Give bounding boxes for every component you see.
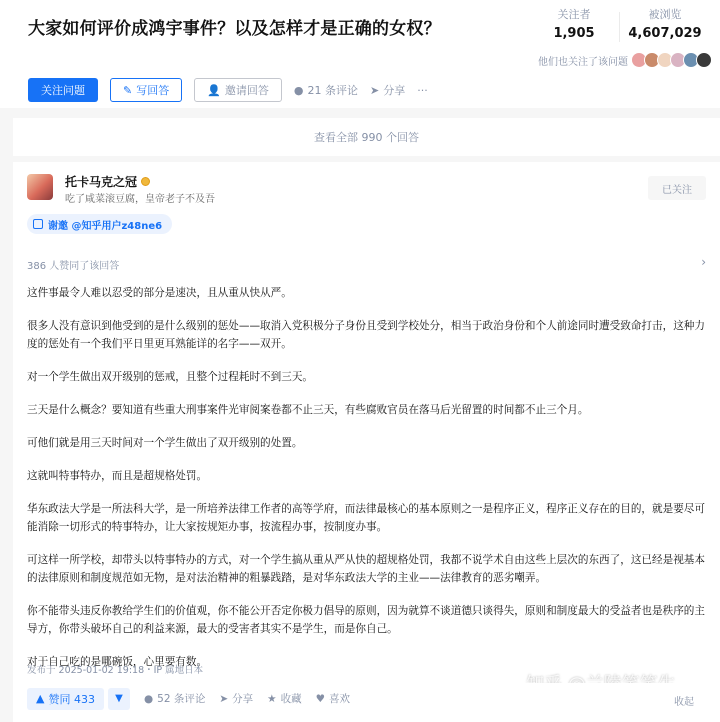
stat-views: [620, 6, 710, 42]
collect-label: 收藏: [280, 693, 302, 705]
follower-avatar[interactable]: [696, 52, 712, 68]
answer-paragraph: 可他们就是用三天时间对一个学生做出了双开级别的处置。: [27, 437, 303, 449]
answer-share-button[interactable]: [219, 691, 253, 706]
answer-paragraph: 可这样一所学校，却带头以特事特办的方式，对一个学生搞从重从严从快的超规格处罚，我都不说学术自由这些上层次的东西了，这已经是视基本的法律原则和制度规范如无物，是对法治精神的粗暴践踏，是对华东政法大学的主业——法律教育的恶劣嘲弄。: [27, 554, 705, 584]
answer-paragraph: 这就叫特事特办，而且是超规格处罚。: [27, 470, 208, 482]
author-avatar[interactable]: [27, 174, 53, 200]
pencil-icon: ✎: [123, 83, 133, 97]
like-button[interactable]: [316, 691, 350, 706]
share-icon: ➤: [370, 83, 380, 97]
author-bio: 吃了咸菜滚豆腐，皇帝老子不及吾: [65, 194, 215, 205]
downvote-button[interactable]: [108, 688, 130, 710]
answer-paragraph: 你不能带头违反你教给学生们的价值观，你不能公开否定你极力倡导的原则，因为就算不谈道德只谈得失，原则和制度最大的受益者也是秩序的主导方，你带头破坏自己的利益来源，最大的受害者其实不是学生，而是你自己。: [27, 605, 705, 635]
write-answer-button[interactable]: [110, 78, 182, 102]
stat-followers[interactable]: [529, 6, 619, 42]
also-followed[interactable]: [538, 52, 712, 68]
upvote-button[interactable]: [27, 688, 104, 710]
author-name[interactable]: [65, 173, 150, 190]
author-name-text: 托卡马克之冠: [65, 175, 138, 189]
view-all-answers-link[interactable]: 查看全部 990 个回答: [13, 118, 720, 156]
like-label: 喜欢: [329, 693, 350, 705]
thanks-invite-chip[interactable]: [27, 214, 172, 234]
question-title[interactable]: 大家如何评价成鸿宇事件？以及怎样才是正确的女权？: [28, 19, 441, 39]
stat-label: 被浏览: [648, 8, 682, 21]
question-share-button[interactable]: [370, 82, 405, 98]
answer-paragraph: 这件事最令人难以忍受的部分是速决，且从重从快从严。: [27, 287, 292, 299]
followed-button[interactable]: 已关注: [648, 176, 706, 200]
stat-value: 4,607,029: [628, 26, 702, 41]
question-comments-label: 21 条评论: [307, 84, 359, 97]
invite-user-icon: 👤: [207, 83, 221, 97]
verified-badge-icon: [141, 177, 150, 186]
write-answer-label: 写回答: [136, 84, 170, 97]
share-icon: ➤: [219, 692, 229, 705]
answer-paragraph: 华东政法大学是一所法科大学，是一所培养法律工作者的高等学府，而法律最核心的基本原则之一是程序正义，程序正义存在的目的，就是要尽可能消除一切形式的特事特办，让大家按规矩办事，按流程办事，按制度办事。: [27, 503, 705, 533]
stat-label: 关注者: [557, 8, 591, 21]
question-share-label: 分享: [383, 84, 406, 97]
more-options-button[interactable]: ···: [417, 83, 428, 97]
answer-paragraph: 对于自己吃的是哪碗饭，心里要有数。: [27, 656, 208, 668]
publish-meta[interactable]: 发布于 2025-01-02 19:18・IP 属地日本: [27, 665, 204, 676]
follower-avatars: [634, 52, 712, 68]
gift-icon: [33, 219, 43, 229]
invite-answer-label: 邀请回答: [224, 84, 269, 97]
collapse-button[interactable]: 收起: [674, 697, 694, 708]
triangle-up-icon: ▲: [36, 692, 45, 705]
triangle-down-icon: ▼: [115, 693, 123, 704]
answer-card: [13, 162, 720, 722]
answer-paragraph: 三天是什么概念？要知道有些重大刑事案件光审阅案卷都不止三天，有些腐败官员在落马后光留置的时间都不止三个月。: [27, 404, 589, 416]
answer-comments-label: 52 条评论: [157, 693, 206, 705]
question-stats: [529, 6, 710, 42]
answer-action-bar: [13, 683, 720, 714]
upvote-label: 赞同 433: [48, 692, 95, 706]
invite-answer-button[interactable]: [194, 78, 282, 102]
follow-question-button[interactable]: 关注问题: [28, 78, 98, 102]
answer-paragraph: 很多人没有意识到他受到的是什么级别的惩处——取消入党积极分子身份且受到学校处分，相当于政治身份和个人前途同时遭受致命打击，这种力度的惩处有一个我们平日里更耳熟能详的名字——双开。: [27, 320, 705, 350]
also-followed-text: 他们也关注了该问题: [538, 56, 628, 68]
comment-icon: ●: [143, 692, 154, 705]
stat-value: 1,905: [553, 26, 595, 41]
chevron-right-icon[interactable]: ›: [701, 255, 706, 269]
answer-share-label: 分享: [232, 693, 254, 705]
upvote-count-note: 386 人赞同了该回答: [27, 261, 120, 272]
collect-button[interactable]: [267, 691, 301, 706]
thanks-invite-text: 谢邀 @知乎用户z48ne6: [48, 220, 163, 232]
answer-comments-button[interactable]: [144, 691, 205, 706]
answer-body: [27, 284, 705, 686]
comment-icon: ●: [293, 83, 304, 97]
answer-paragraph: 对一个学生做出双开级别的惩戒，且整个过程耗时不到三天。: [27, 371, 314, 383]
star-icon: ★: [267, 692, 277, 705]
heart-icon: ♥: [315, 692, 325, 705]
question-header: [0, 0, 720, 108]
question-comments-button[interactable]: [294, 82, 358, 98]
question-actions: [28, 78, 428, 102]
